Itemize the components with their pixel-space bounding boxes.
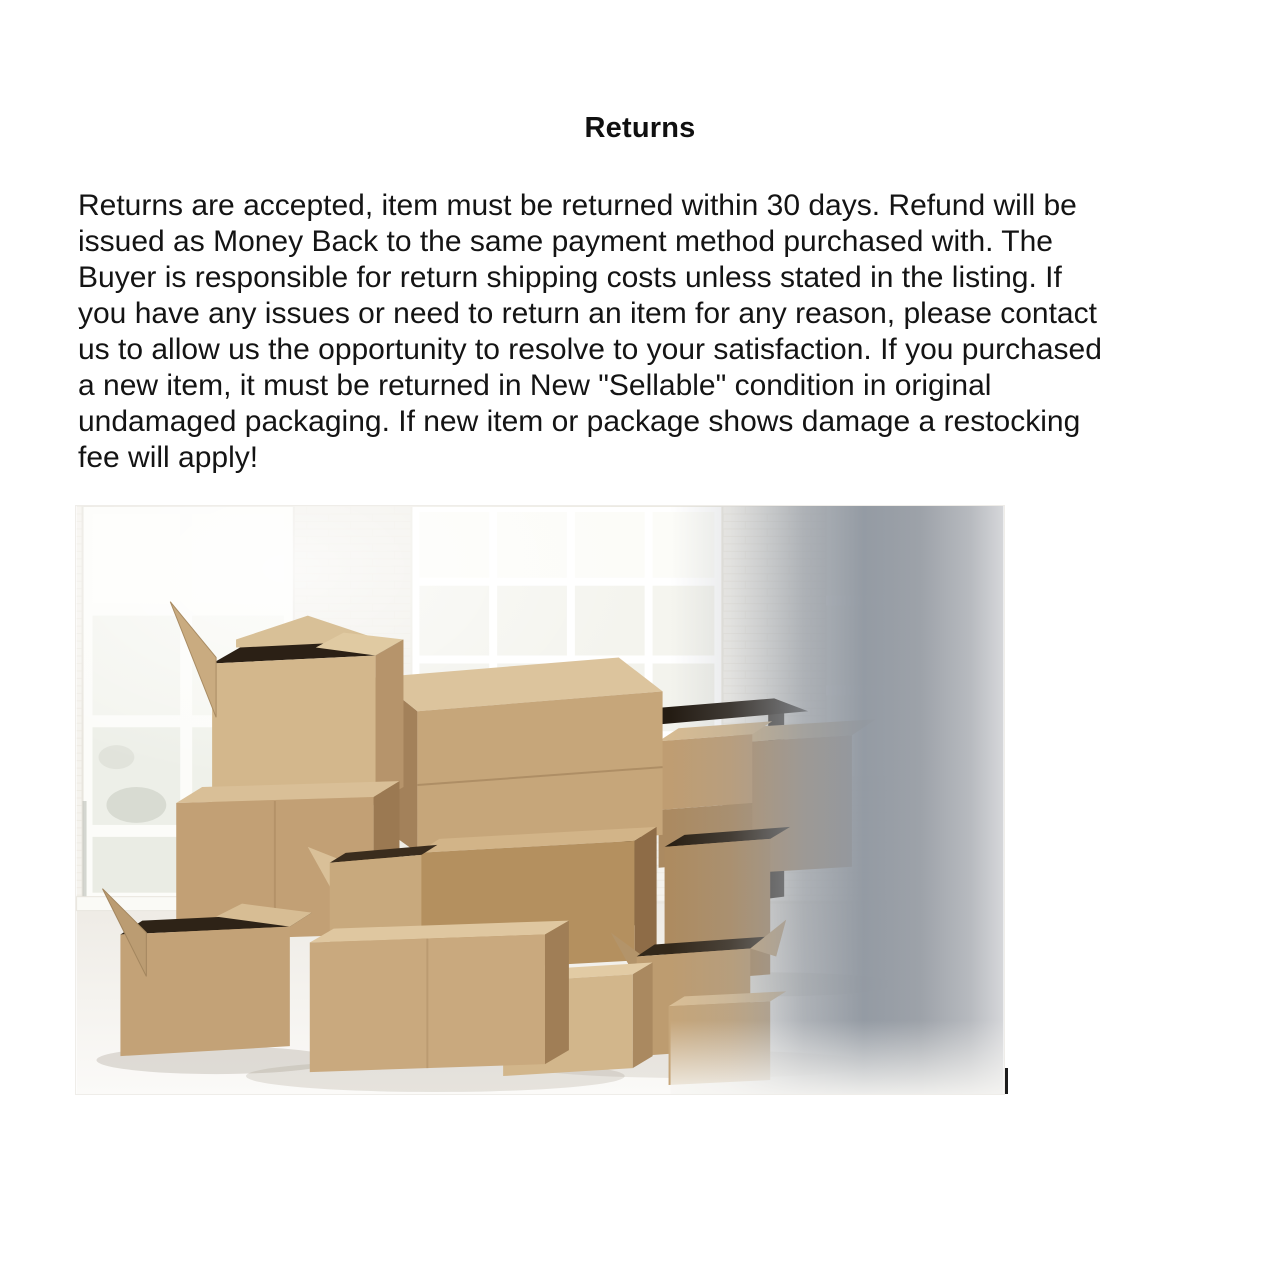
- paragraph-line: a new item, it must be returned in New "Sellable" condition in original: [78, 369, 992, 402]
- text-cursor: [1005, 1068, 1008, 1094]
- cardboard-box: [310, 921, 569, 1072]
- paragraph-line: Buyer is responsible for return shipping costs unless stated in the listing. If: [78, 261, 1062, 294]
- cardboard-boxes-photo: [75, 505, 1005, 1095]
- blurred-foreground-wall: [671, 506, 1004, 1094]
- paragraph-line: issued as Money Back to the same payment method purchased with. The: [78, 225, 1053, 258]
- page-title: Returns: [584, 112, 696, 144]
- paragraph-line: fee will apply!: [78, 441, 259, 474]
- paragraph-line: you have any issues or need to return an item for any reason, please contact: [78, 297, 1097, 330]
- paragraph-line: us to allow us the opportunity to resolve to your satisfaction. If you purchased: [78, 333, 1102, 366]
- returns-paragraph: [78, 188, 1102, 476]
- cardboard-box: [376, 657, 663, 852]
- paragraph-line: undamaged packaging. If new item or package shows damage a restocking: [78, 405, 1081, 438]
- paragraph-line: Returns are accepted, item must be returned within 30 days. Refund will be: [78, 189, 1077, 222]
- boxes-photo-illustration: [76, 506, 1004, 1094]
